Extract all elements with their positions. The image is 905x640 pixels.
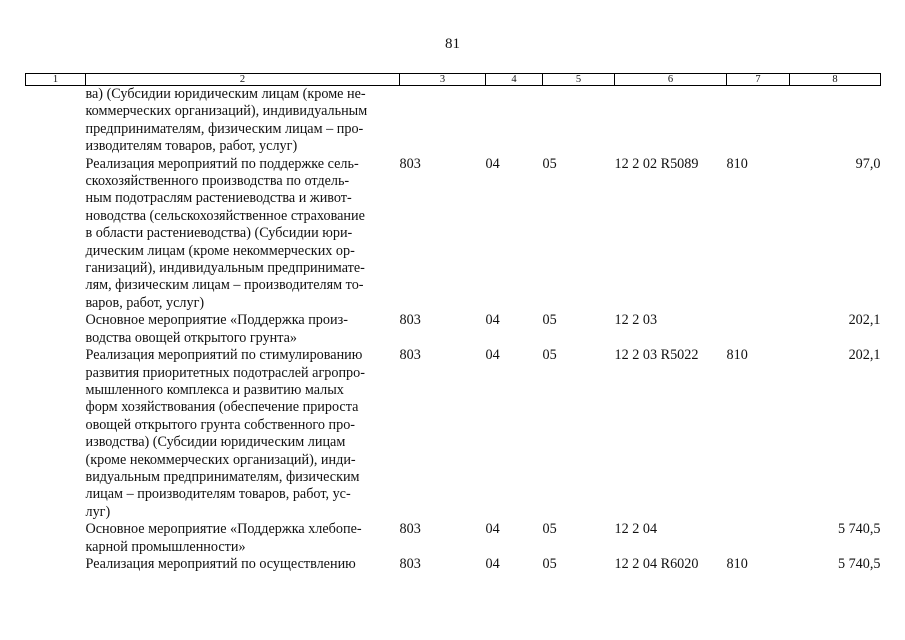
item-name-line: луг) — [85, 503, 111, 520]
subsection-cell: 05 — [542, 555, 557, 572]
item-name-line: Основное мероприятие «Поддержка произ- — [85, 312, 348, 329]
code-cell: 803 — [399, 312, 421, 329]
subsection-cell: 05 — [542, 521, 557, 538]
section-cell: 04 — [485, 312, 500, 329]
item-name-cell — [86, 521, 400, 556]
section-cell: 04 — [485, 155, 500, 172]
expense-type-cell — [727, 521, 790, 556]
row-number-cell — [26, 312, 86, 347]
table-row — [26, 521, 881, 556]
item-name-line: скохозяйственного производства по отдель- — [85, 173, 350, 190]
section-cell — [486, 86, 543, 156]
amount-cell — [790, 86, 881, 156]
table-body — [26, 86, 881, 574]
column-header-7: 7 — [727, 74, 790, 86]
item-name-line: лям, физическим лицам – производителям то- — [85, 277, 364, 294]
column-number-row — [26, 74, 881, 86]
item-name-cell — [86, 86, 400, 156]
item-name-line: Основное мероприятие «Поддержка хлебопе- — [85, 521, 362, 538]
item-name-line: коммерческих организаций), индивидуальным — [85, 103, 368, 120]
row-number-cell — [26, 556, 86, 573]
section-cell: 04 — [485, 555, 500, 572]
item-name-cell — [86, 312, 400, 347]
row-number-cell — [26, 347, 86, 521]
item-name-line: Реализация мероприятий по стимулированию — [85, 347, 363, 364]
expense-type-cell — [727, 86, 790, 156]
item-name-line: в области растениеводства) (Субсидии юри- — [85, 225, 353, 242]
item-name-cell — [86, 347, 400, 521]
row-number-cell — [26, 156, 86, 313]
program-code-cell: 12 2 03 — [614, 312, 658, 329]
code-cell: 803 — [399, 521, 421, 538]
expense-type-cell: 810 — [726, 347, 748, 364]
item-name-line: ным подотраслям растениеводства и живот- — [85, 190, 352, 207]
item-name-line: Реализация мероприятий по осуществлению — [85, 555, 356, 572]
item-name-cell — [86, 156, 400, 313]
item-name-line: (кроме некоммерческих организаций), инди- — [85, 451, 356, 468]
item-name-line: мышленного комплекса и развитию малых — [85, 381, 344, 398]
page-number: 81 — [445, 36, 460, 52]
subsection-cell: 05 — [542, 347, 557, 364]
item-name-line: изводства) (Субсидии юридическим лицам — [85, 434, 346, 451]
program-code-cell: 12 2 04 R6020 — [614, 555, 699, 572]
column-header-6: 6 — [615, 74, 727, 86]
code-cell — [400, 86, 486, 156]
row-number-cell — [26, 86, 86, 156]
column-header-2: 2 — [86, 74, 400, 86]
item-name-line: ва) (Субсидии юридическим лицам (кроме не- — [85, 86, 366, 102]
column-header-5: 5 — [543, 74, 615, 86]
item-name-line: ганизаций), индивидуальным предпринимате- — [85, 260, 365, 277]
table-row — [26, 556, 881, 573]
amount-cell: 202,1 — [848, 347, 881, 364]
section-cell: 04 — [485, 347, 500, 364]
program-code-cell: 12 2 04 — [614, 521, 658, 538]
amount-cell: 202,1 — [848, 312, 881, 329]
amount-cell: 5 740,5 — [837, 555, 881, 572]
expense-type-cell: 810 — [726, 155, 748, 172]
item-name-line: изводителям товаров, работ, услуг) — [85, 138, 298, 155]
expense-type-cell: 810 — [726, 555, 748, 572]
row-number-cell — [26, 521, 86, 556]
amount-cell: 5 740,5 — [837, 521, 881, 538]
table-row — [26, 347, 881, 521]
program-code-cell — [615, 86, 727, 156]
program-code-cell: 12 2 03 R5022 — [614, 347, 699, 364]
table-row — [26, 312, 881, 347]
column-header-4: 4 — [486, 74, 543, 86]
item-name-line: лицам – производителям товаров, работ, ус- — [85, 486, 351, 503]
budget-table — [25, 73, 881, 573]
item-name-line: водства овощей открытого грунта» — [85, 329, 298, 346]
subsection-cell: 05 — [542, 155, 557, 172]
item-name-line: новодства (сельскохозяйственное страхование — [85, 207, 365, 224]
expense-type-cell — [727, 312, 790, 347]
code-cell: 803 — [399, 347, 421, 364]
section-cell: 04 — [485, 521, 500, 538]
table-row — [26, 156, 881, 313]
column-header-1: 1 — [26, 74, 86, 86]
column-header-3: 3 — [400, 74, 486, 86]
code-cell: 803 — [399, 155, 421, 172]
item-name-line: видуальным предпринимателям, физическим — [85, 468, 360, 485]
table-row — [26, 86, 881, 156]
item-name-line: карной промышленности» — [85, 538, 246, 555]
subsection-cell — [543, 86, 615, 156]
program-code-cell: 12 2 02 R5089 — [614, 155, 699, 172]
item-name-line: дическим лицам (кроме некоммерческих ор- — [85, 242, 355, 259]
item-name-cell — [86, 556, 400, 573]
item-name-line: форм хозяйствования (обеспечение прироста — [85, 399, 359, 416]
amount-cell: 97,0 — [855, 155, 881, 172]
item-name-line: развития приоритетных подотраслей агропро- — [85, 364, 365, 381]
subsection-cell: 05 — [542, 312, 557, 329]
item-name-line: Реализация мероприятий по поддержке сель- — [85, 155, 359, 172]
item-name-line: овощей открытого грунта собственного про- — [85, 416, 356, 433]
code-cell: 803 — [399, 555, 421, 572]
column-header-8: 8 — [790, 74, 881, 86]
item-name-line: предпринимателям, физическим лицам – про- — [85, 120, 364, 137]
item-name-line: варов, работ, услуг) — [85, 294, 205, 311]
